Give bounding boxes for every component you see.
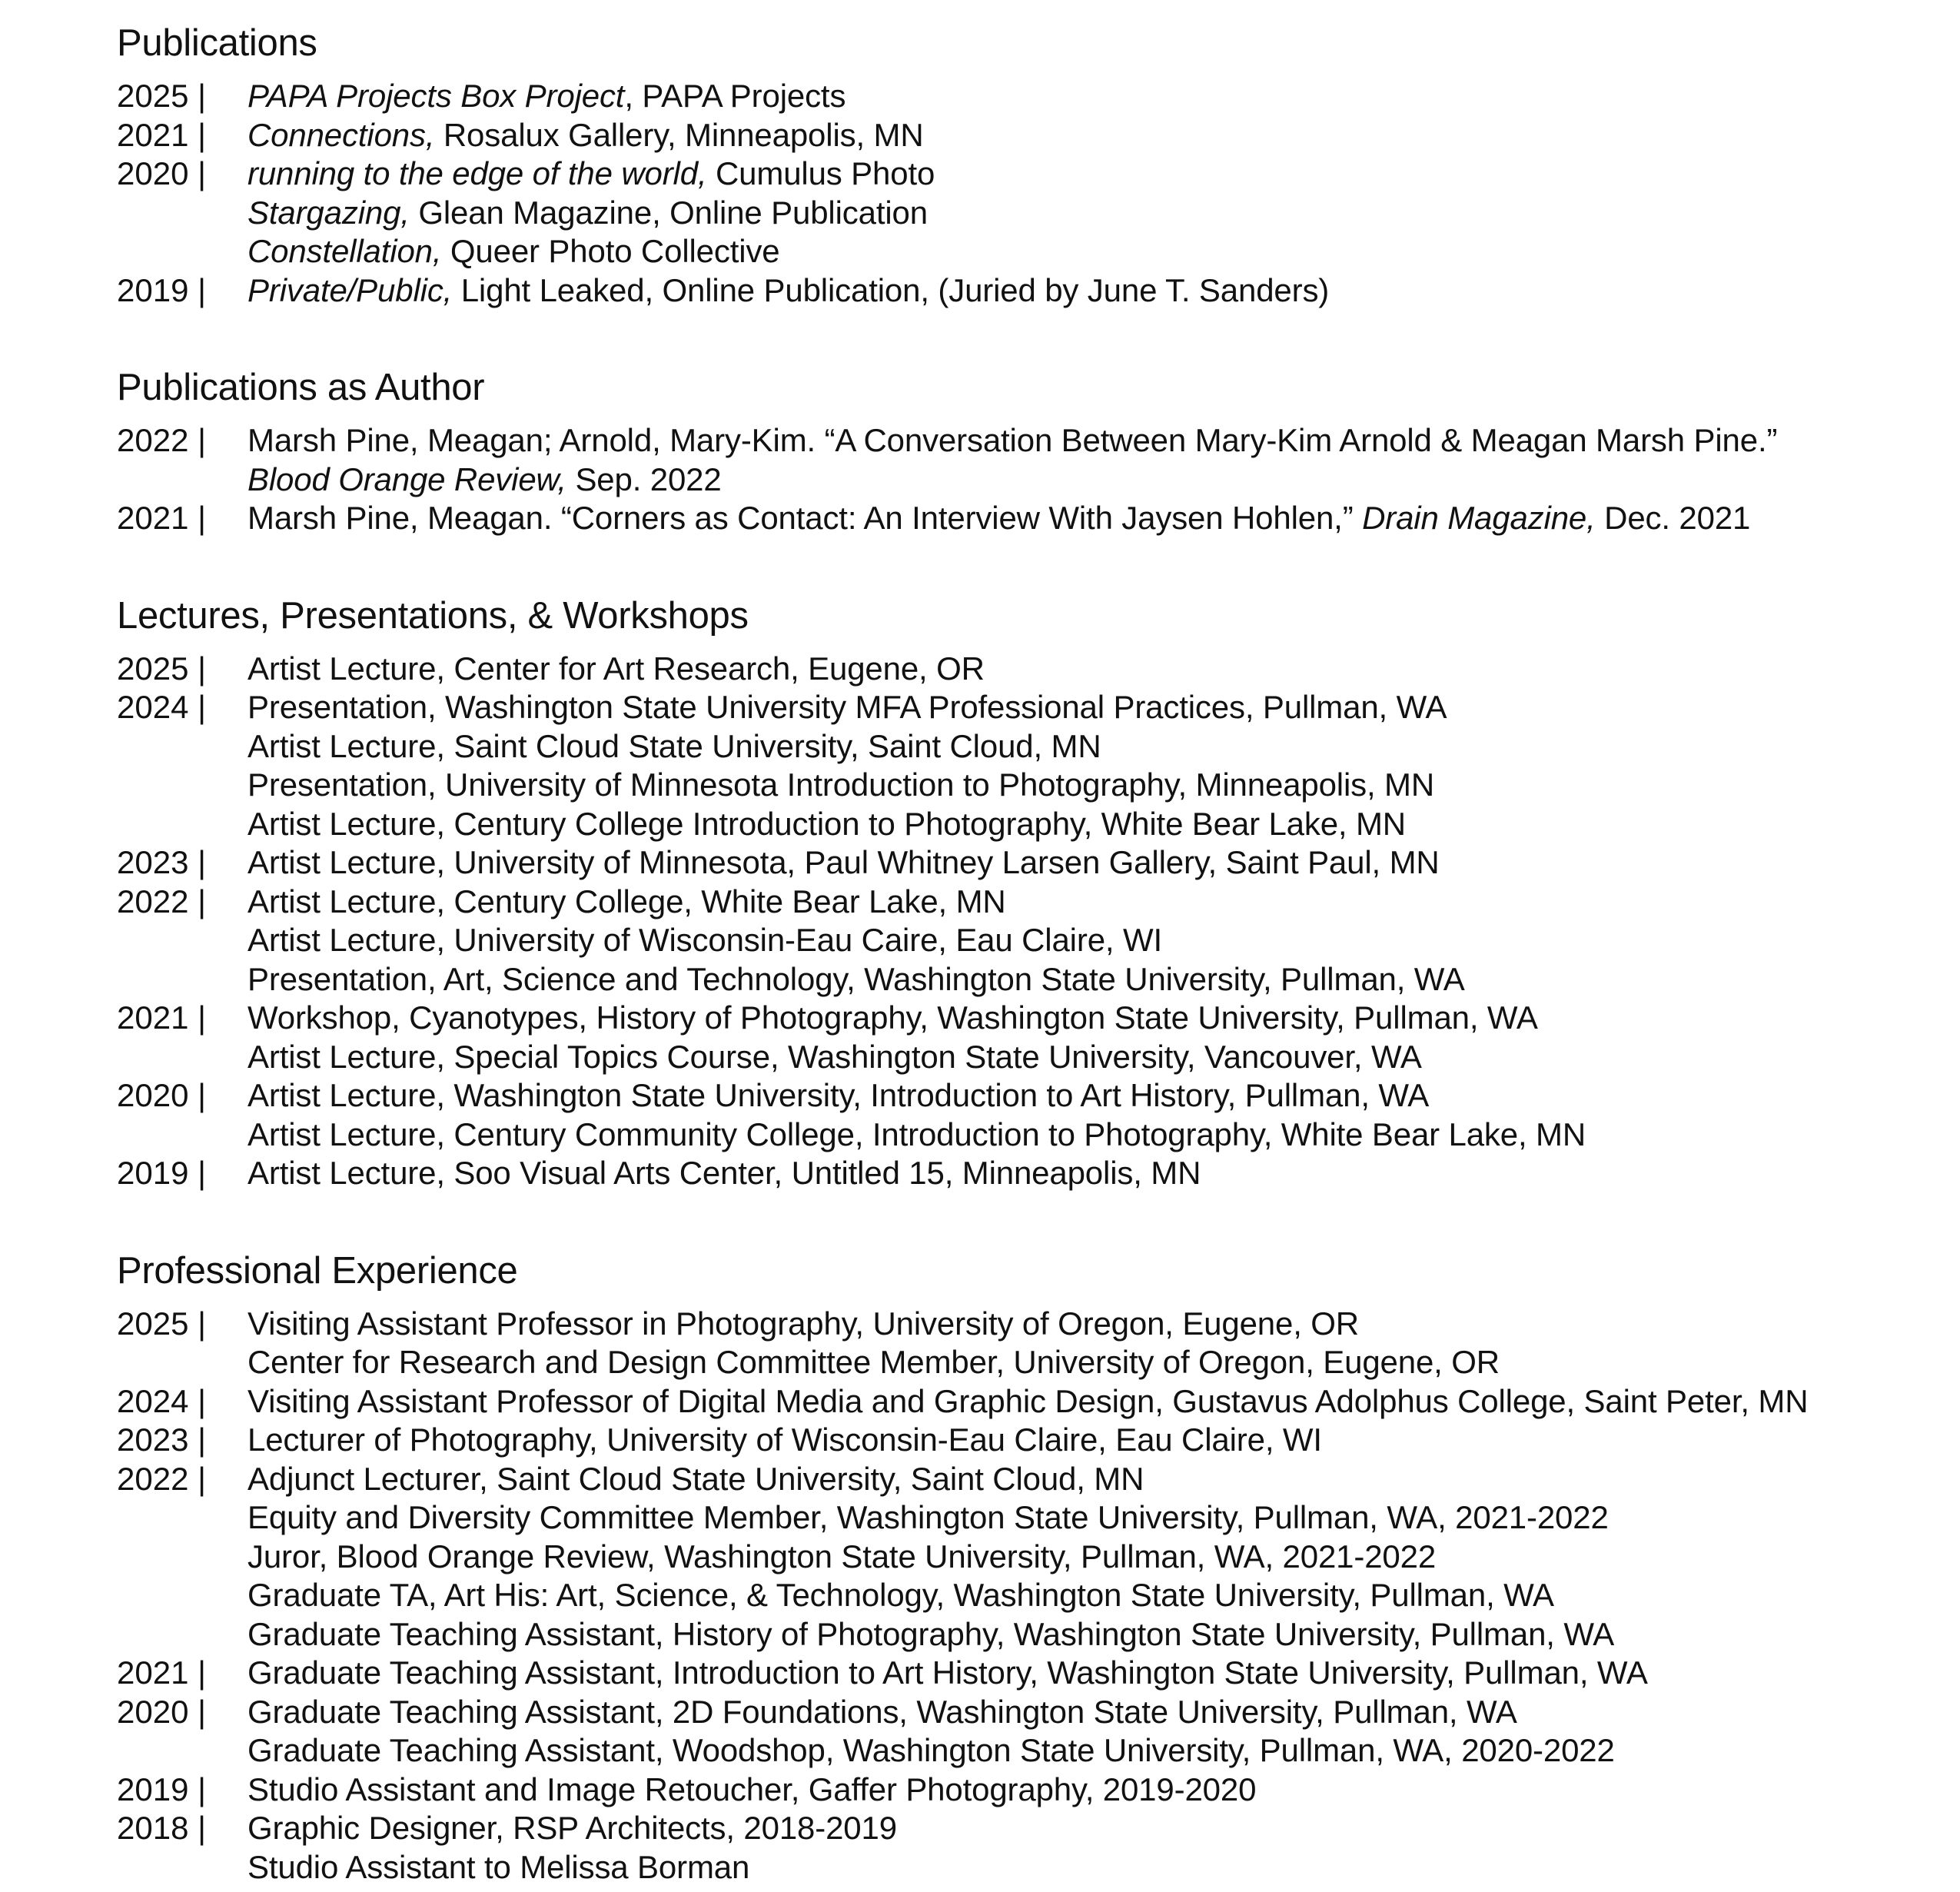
section-publications — [117, 17, 1885, 310]
entry-text — [247, 499, 1885, 538]
entry-detail: Queer Photo Collective — [441, 233, 780, 269]
list-item — [117, 232, 1885, 271]
entry-text: Artist Lecture, Special Topics Course, Washington State University, Vancouver, WA — [247, 1038, 1422, 1075]
year-label: 2020 | — [117, 1077, 207, 1113]
entry-text: Visiting Assistant Professor in Photography, University of Oregon, Eugene, OR — [247, 1305, 1359, 1342]
list-item — [117, 805, 1885, 844]
entry-text: Workshop, Cyanotypes, History of Photography, Washington State University, Pullman, WA — [247, 999, 1538, 1036]
entry-text: Artist Lecture, Century College, White Bear Lake, MN — [247, 883, 1006, 919]
section-professional-experience — [117, 1245, 1885, 1887]
list-item — [117, 1809, 1885, 1848]
list-item — [117, 77, 1885, 116]
entry-text: Studio Assistant and Image Retoucher, Gaffer Photography, 2019-2020 — [247, 1771, 1257, 1807]
entry-text: Artist Lecture, Century College Introduction to Photography, White Bear Lake, MN — [247, 805, 1406, 842]
list-item — [117, 271, 1885, 311]
entry-text: Graduate Teaching Assistant, Introduction to Art History, Washington State University, Pullman, WA — [247, 1654, 1648, 1691]
entry-text — [247, 77, 1885, 116]
list-item — [117, 1076, 1885, 1116]
list-item — [117, 1116, 1885, 1155]
entry-detail: Dec. 2021 — [1595, 500, 1751, 536]
entry-text: Artist Lecture, Center for Art Research, Eugene, OR — [247, 650, 985, 687]
year-label: 2022 | — [117, 422, 207, 458]
entry-text: Presentation, Washington State University MFA Professional Practices, Pullman, WA — [247, 689, 1447, 725]
entry-text: Graduate TA, Art His: Art, Science, & Technology, Washington State University, Pullman, WA — [247, 1577, 1554, 1613]
list-item — [117, 461, 1885, 500]
entry-title: Blood Orange Review, — [247, 461, 566, 497]
list-item — [117, 1576, 1885, 1615]
year-label: 2023 | — [117, 1421, 207, 1458]
list-item — [117, 1382, 1885, 1421]
list-item — [117, 155, 1885, 194]
entry-detail: Cumulus Photo — [706, 155, 935, 191]
entry-text: Artist Lecture, Washington State University, Introduction to Art History, Pullman, WA — [247, 1077, 1430, 1113]
entry-text: Artist Lecture, University of Minnesota, Paul Whitney Larsen Gallery, Saint Paul, MN — [247, 844, 1440, 880]
year-label: 2019 | — [117, 271, 207, 308]
entry-text: Center for Research and Design Committee Member, University of Oregon, Eugene, OR — [247, 1344, 1500, 1380]
entry-text — [247, 155, 1885, 194]
year-label: 2020 | — [117, 1693, 207, 1730]
year-label: 2022 | — [117, 883, 207, 919]
list-item — [117, 727, 1885, 766]
entry-text: Artist Lecture, Century Community College, Introduction to Photography, White Bear Lake, MN — [247, 1116, 1586, 1152]
section-title: Professional Experience — [117, 1249, 518, 1292]
entry-text: Graduate Teaching Assistant, 2D Foundations, Washington State University, Pullman, WA — [247, 1693, 1517, 1730]
list-item — [117, 1038, 1885, 1077]
entry-title: Private/Public, — [247, 271, 453, 308]
list-item — [117, 960, 1885, 999]
list-item — [117, 843, 1885, 883]
entry-text: Visiting Assistant Professor of Digital Media and Graphic Design, Gustavus Adolphus College, Saint Peter, MN — [247, 1382, 1809, 1419]
list-item — [117, 1848, 1885, 1887]
list-item — [117, 421, 1885, 461]
entry-detail: Light Leaked, Online Publication, (Juried by June T. Sanders) — [452, 271, 1330, 308]
section-publications-as-author — [117, 361, 1885, 538]
section-title: Lectures, Presentations, & Workshops — [117, 594, 749, 637]
section-title: Publications — [117, 22, 317, 64]
year-label: 2021 | — [117, 116, 207, 153]
year-label: 2021 | — [117, 500, 207, 536]
entry-title: Connections, — [247, 116, 435, 153]
entry-text: Lecturer of Photography, University of Wisconsin-Eau Claire, Eau Claire, WI — [247, 1421, 1322, 1458]
entry-text: Graduate Teaching Assistant, History of Photography, Washington State University, Pullman, WA — [247, 1615, 1615, 1652]
entry-text: Graduate Teaching Assistant, Woodshop, Washington State University, Pullman, WA, 2020-2022 — [247, 1732, 1615, 1768]
section-title: Publications as Author — [117, 367, 485, 408]
year-label: 2019 | — [117, 1771, 207, 1807]
list-item — [117, 999, 1885, 1038]
list-item — [117, 1421, 1885, 1460]
entry-text: Studio Assistant to Melissa Borman — [247, 1848, 750, 1885]
entry-text: Presentation, University of Minnesota Introduction to Photography, Minneapolis, MN — [247, 766, 1435, 803]
entry-text: Juror, Blood Orange Review, Washington State University, Pullman, WA, 2021-2022 — [247, 1538, 1437, 1574]
list-item — [117, 921, 1885, 960]
list-item — [117, 1615, 1885, 1654]
entry-text — [247, 232, 1885, 271]
entry-text: Marsh Pine, Meagan; Arnold, Mary-Kim. “A Conversation Between Mary-Kim Arnold & Meagan Marsh Pine.” — [247, 422, 1778, 458]
year-label: 2021 | — [117, 999, 207, 1036]
list-item — [117, 1693, 1885, 1732]
year-label: 2025 | — [117, 78, 207, 114]
year-label: 2019 | — [117, 1155, 207, 1191]
entry-detail: Rosalux Gallery, Minneapolis, MN — [434, 116, 924, 153]
list-item — [117, 766, 1885, 805]
list-item — [117, 499, 1885, 538]
year-label: 2025 | — [117, 650, 207, 687]
list-item — [117, 1654, 1885, 1693]
list-item — [117, 1154, 1885, 1193]
list-item — [117, 194, 1885, 233]
entry-title: Stargazing, — [247, 194, 410, 231]
list-item — [117, 1460, 1885, 1499]
entry-title: running to the edge of the world, — [247, 155, 707, 191]
list-item — [117, 116, 1885, 155]
list-item — [117, 883, 1885, 922]
entry-title: Drain Magazine, — [1362, 500, 1596, 536]
entry-text: Equity and Diversity Committee Member, Washington State University, Pullman, WA, 2021-2022 — [247, 1499, 1609, 1535]
cv-page — [117, 17, 1885, 1887]
entry-text — [247, 461, 1885, 500]
entry-detail: Sep. 2022 — [566, 461, 722, 497]
entry-text: Adjunct Lecturer, Saint Cloud State University, Saint Cloud, MN — [247, 1460, 1144, 1497]
entry-detail: , PAPA Projects — [624, 78, 846, 114]
list-item — [117, 1538, 1885, 1577]
list-item — [117, 1498, 1885, 1538]
list-item — [117, 1343, 1885, 1382]
entry-text — [247, 194, 1885, 233]
section-lectures — [117, 590, 1885, 1193]
entry-text: Artist Lecture, University of Wisconsin-Eau Caire, Eau Claire, WI — [247, 922, 1162, 958]
entry-text: Artist Lecture, Soo Visual Arts Center, Untitled 15, Minneapolis, MN — [247, 1155, 1201, 1191]
list-item — [117, 688, 1885, 727]
entry-text: Artist Lecture, Saint Cloud State University, Saint Cloud, MN — [247, 727, 1101, 764]
year-label: 2025 | — [117, 1305, 207, 1342]
entry-title: PAPA Projects Box Project — [247, 78, 625, 114]
list-item — [117, 1731, 1885, 1771]
year-label: 2021 | — [117, 1654, 207, 1691]
entry-title: Constellation, — [247, 233, 442, 269]
entry-text — [247, 116, 1885, 155]
list-item — [117, 1771, 1885, 1810]
entry-detail: Glean Magazine, Online Publication — [409, 194, 928, 231]
entry-text: Presentation, Art, Science and Technology, Washington State University, Pullman, WA — [247, 960, 1465, 997]
entry-text: Graphic Designer, RSP Architects, 2018-2019 — [247, 1810, 897, 1846]
year-label: 2024 | — [117, 689, 207, 725]
year-label: 2024 | — [117, 1382, 207, 1419]
year-label: 2020 | — [117, 155, 207, 191]
year-label: 2022 | — [117, 1460, 207, 1497]
entry-detail: Marsh Pine, Meagan. “Corners as Contact: An Interview With Jaysen Hohlen,” — [247, 500, 1363, 536]
year-label: 2018 | — [117, 1810, 207, 1846]
year-label: 2023 | — [117, 844, 207, 880]
list-item — [117, 650, 1885, 689]
entry-text — [247, 271, 1885, 311]
list-item — [117, 1305, 1885, 1344]
